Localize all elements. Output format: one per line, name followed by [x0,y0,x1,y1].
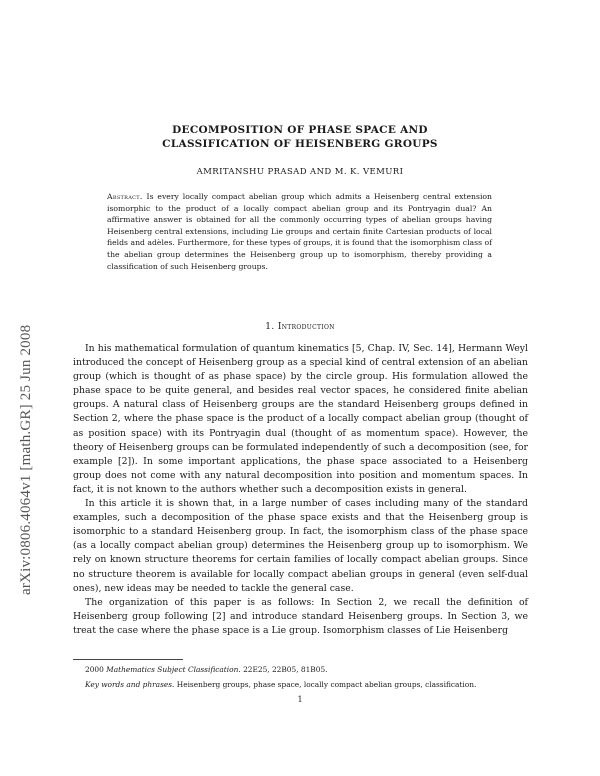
msc-year: 2000 [85,665,104,674]
paper-title-line-1: DECOMPOSITION OF PHASE SPACE AND [172,124,428,136]
paper-title [110,123,490,151]
msc-label: Mathematics Subject Classification. [106,665,241,674]
keywords-footnote [73,677,528,692]
abstract-block [107,191,492,272]
abstract-label: Abstract. [107,192,143,201]
footnotes [73,662,528,692]
keywords-label: Key words and phrases. [85,680,175,689]
body-paragraph: In his mathematical formulation of quantum kinematics [5, Chap. IV, Sec. 14], Hermann Weyl introduced the concept of Heisenberg group as a special kind of central extension of an abelian group (which is thought of as phase space) by the circle group. His formulation allowed the phase space to be quite general, and besides real vector spaces, he considered finite abelian groups. A natural class of Heisenberg groups are the standard Heisenberg groups defined in Section 2, where the phase space is the product of a locally compact abelian group (thought of as position space) with its Pontryagin dual (thought of as momentum space). However, the theory of Heisenberg groups can be formulated independently of such a decomposition (see, for example [2]). In some important applications, the phase space associated to a Heisenberg group does not come with any natural decomposition into position and momentum spaces. In fact, it is not known to the authors whether such a decomposition exists in general. [73,343,528,495]
arxiv-identifier-stamp[interactable]: arXiv:0806.4064v1 [math.GR] 25 Jun 2008 [18,324,34,595]
section-heading [110,322,490,332]
page-number: 1 [297,695,303,704]
footnote-divider [73,659,183,660]
section-title: Introduction [277,322,335,332]
paper-title-line-2: CLASSIFICATION OF HEISENBERG GROUPS [162,138,438,150]
body-paragraph: In this article it is shown that, in a large number of cases including many of the standard examples, such a decomposition of the phase space exists and that the Heisenberg group is isomorphic to a standard Heisenberg group. In fact, the isomorphism class of the phase space (as a locally compact abelian group) determines the Heisenberg group up to isomorphism. We rely on known structure theorems for certain families of locally compact abelian groups. Since no structure theorem is available for locally compact abelian groups in general (even self-dual ones), new ideas may be needed to tackle the general case. [73,498,528,594]
msc-codes: 22E25, 22B05, 81B05. [243,665,328,674]
introduction-body [73,342,528,638]
section-number: 1. [265,322,275,332]
abstract-text: Is every locally compact abelian group which admits a Heisenberg central extension isomorphic to the product of a locally compact abelian group and its Pontryagin dual? An affirmative answer is obtained for all the commonly occurring types of abelian groups having Heisenberg central extensions, including Lie groups and certain finite Cartesian products of local fields and adèles. Furthermore, for these types of groups, it is found that the isomorphism class of the abelian group determines the Heisenberg group up to isomorphism, thereby providing a classification of such Heisenberg groups. [107,192,492,271]
body-paragraph: The organization of this paper is as follows: In Section 2, we recall the definition of Heisenberg group following [2] and introduce standard Heisenberg groups. In Section 3, we treat the case where the phase space is a Lie group. Isomorphism classes of Lie Heisenberg [73,596,528,636]
msc-footnote [73,662,528,677]
paper-authors: AMRITANSHU PRASAD AND M. K. VEMURI [196,167,404,177]
keywords-list: Heisenberg groups, phase space, locally compact abelian groups, classification. [176,680,477,689]
